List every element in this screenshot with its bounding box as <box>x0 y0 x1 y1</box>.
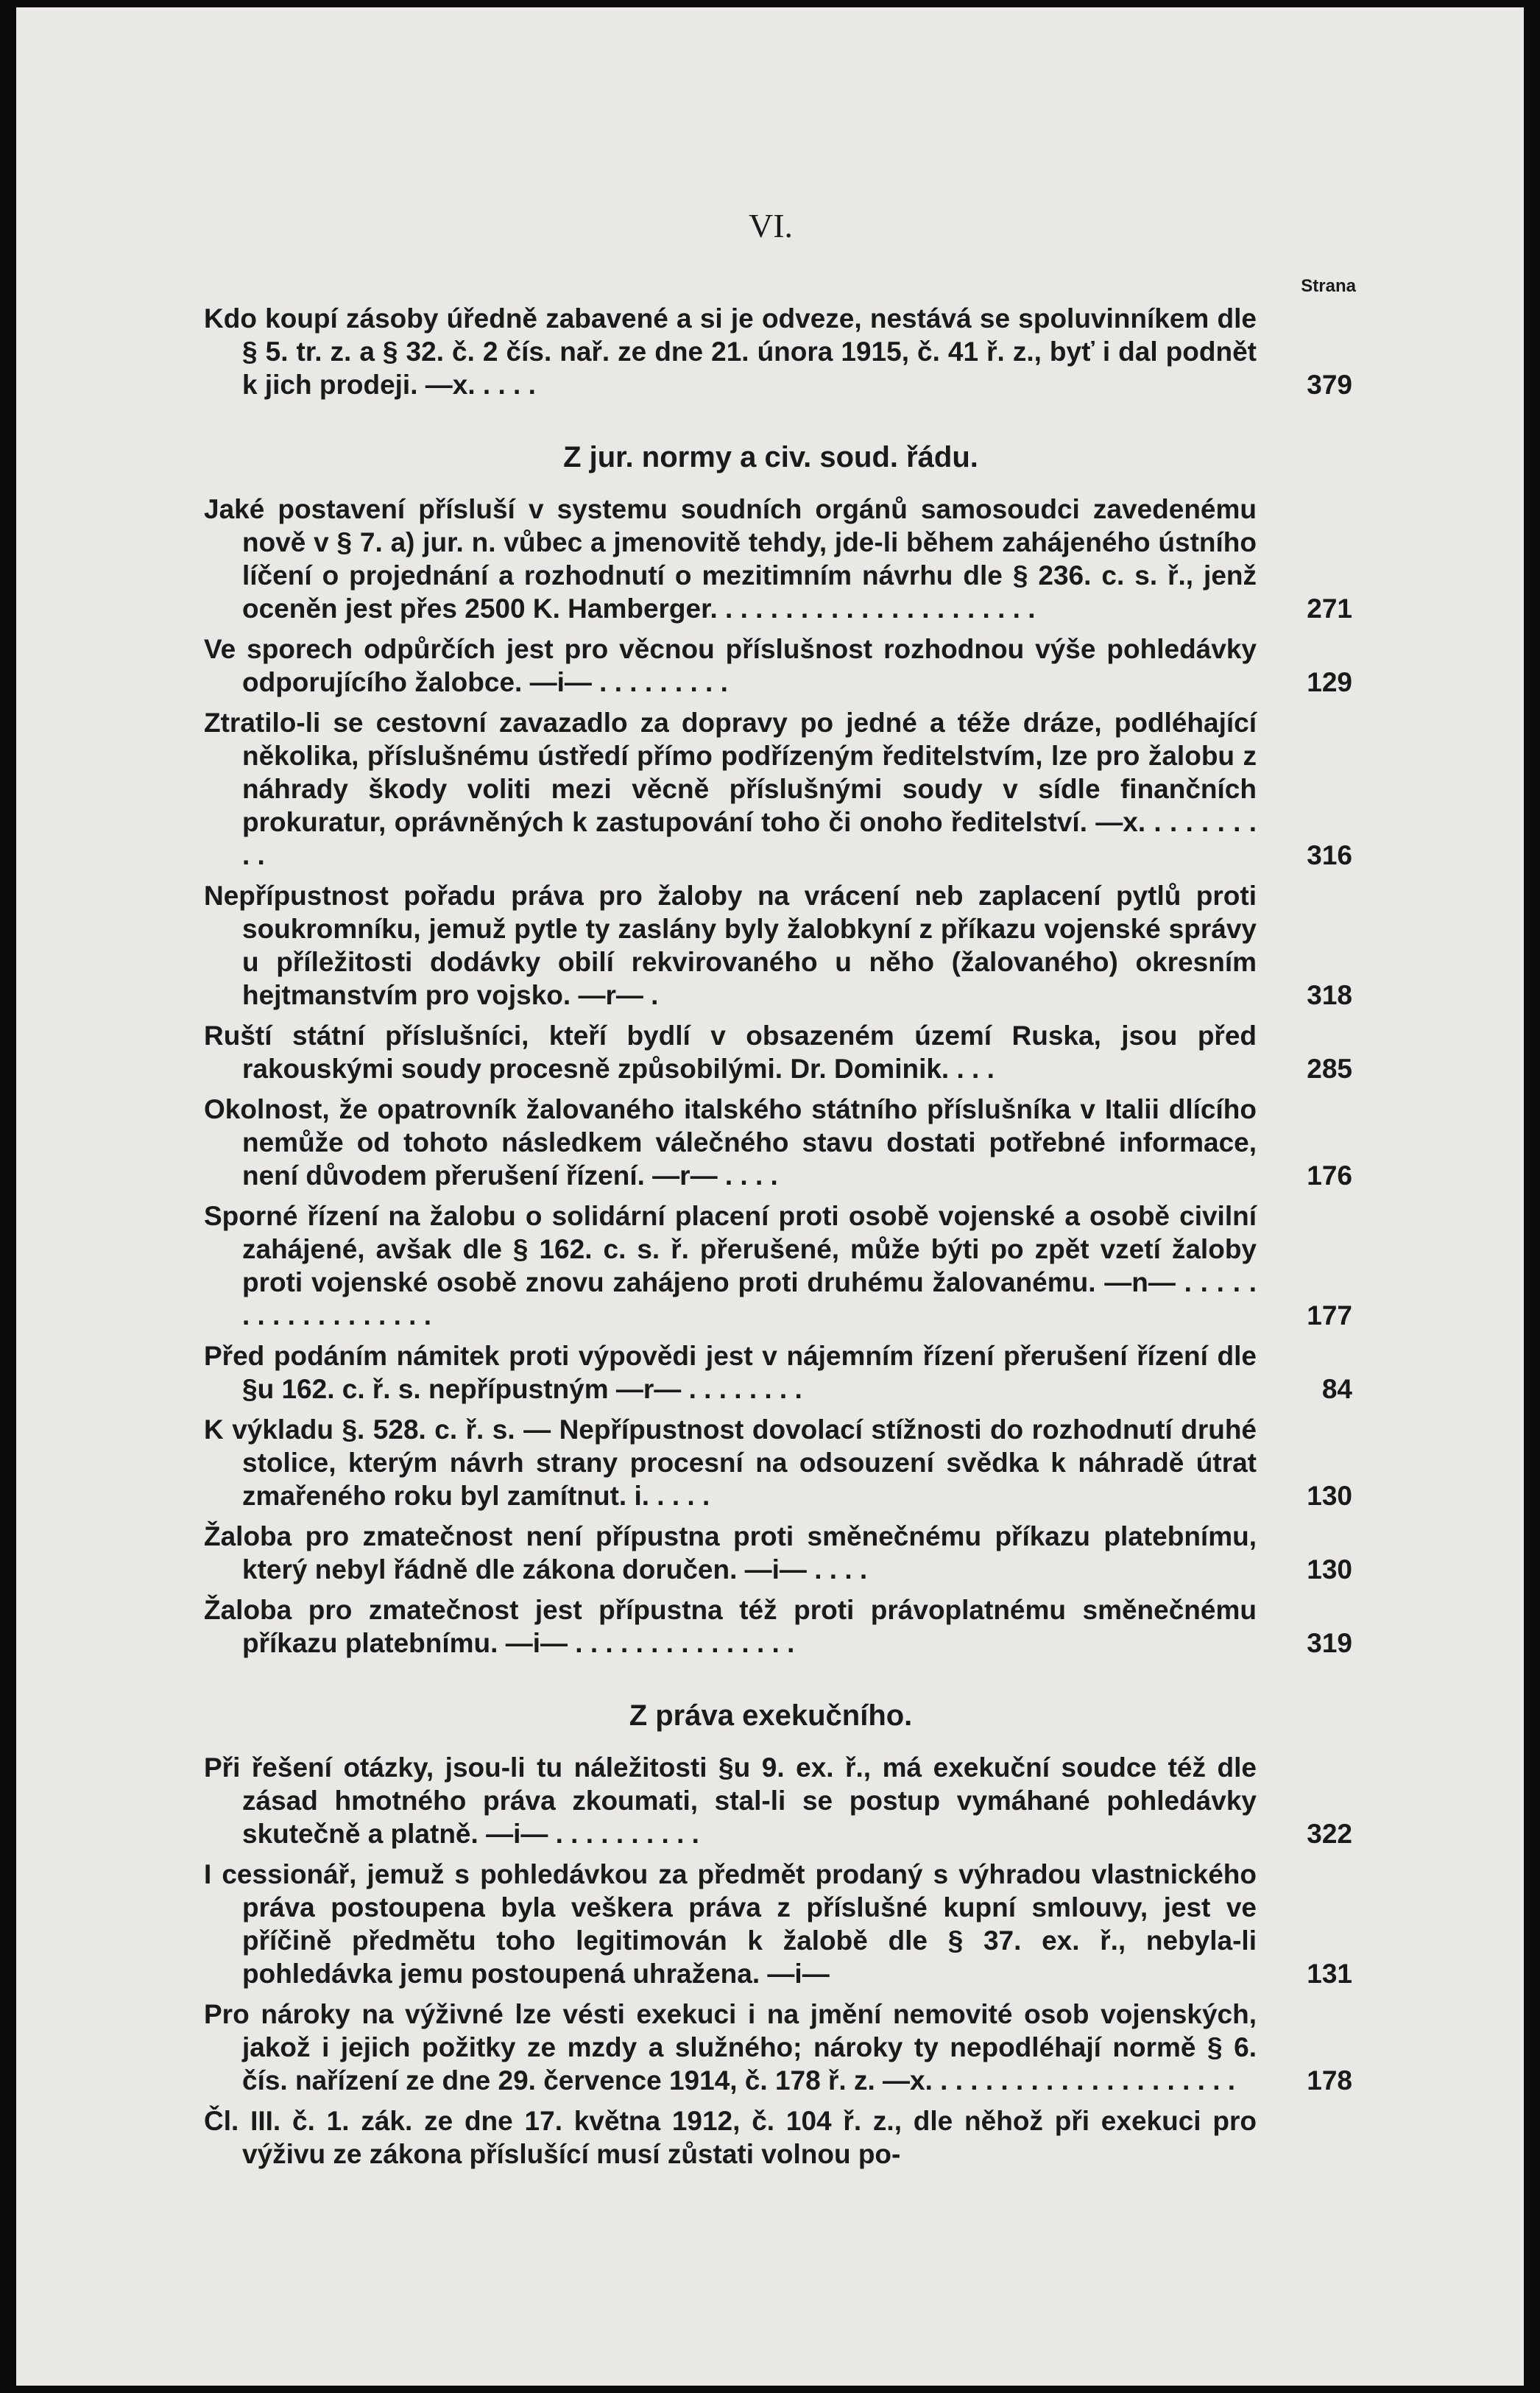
index-entry <box>204 2104 1338 2171</box>
entry-page: 84 <box>1321 1374 1352 1404</box>
entry-page: 271 <box>1307 593 1352 624</box>
entry-text: Ve sporech odpůrčích jest pro věcnou příslušnost rozhodnou výše pohledávky odporujícího žalobce. —i— . . . . . . . . . <box>204 634 1257 697</box>
index-entry <box>204 1413 1352 1512</box>
book-page <box>16 7 1524 2386</box>
entry-text: Žaloba pro zmatečnost není přípustna proti směnečnému příkazu platebnímu, který nebyl řádně dle zákona doručen. —i— . . . . <box>204 1521 1257 1585</box>
index-entry <box>204 1593 1352 1660</box>
entry-text: Ztratilo-li se cestovní zavazadlo za dopravy po jedné a téže dráze, podléhající několika, příslušnému ústředí přímo podřízeným ředitelstvím, lze pro žalobu z náhrady škody voliti mezi věcně příslušnými soudy v sídle finančních prokuratur, oprávněných k zastupování toho či onoho ředitelství. —x. . . . . . . . . . <box>204 708 1257 870</box>
section-heading: Z práva exekučního. <box>629 1699 913 1732</box>
index-entry <box>204 1998 1352 2097</box>
entry-text: Jaké postavení přísluší v systemu soudních orgánů samosoudci zavedenému nově v § 7. a) jur. n. vůbec a jmenovitě tehdy, jde-li během zahájeného ústního líčení o projednání a rozhodnutí o mezitimním návrhu dle § 236. c. s. ř., jenž oceněn jest přes 2500 K. Hamberger. . . . . . . . . . . . . . . . . . . . . . <box>204 494 1257 624</box>
entry-text: Žaloba pro zmatečnost jest přípustna též proti právoplatnému směnečnému příkazu platebnímu. —i— . . . . . . . . . . . . . . . <box>204 1595 1257 1658</box>
entry-page: 316 <box>1307 840 1352 870</box>
index-entry <box>204 1093 1352 1192</box>
index-entry <box>204 302 1352 401</box>
index-entry <box>204 879 1352 1012</box>
index-entry <box>204 493 1352 625</box>
entry-text: Kdo koupí zásoby úředně zabavené a si je odveze, nestává se spoluvinníkem dle § 5. tr. z. a § 32. č. 2 čís. nař. ze dne 21. února 1915, č. 41 ř. z., byť i dal podnět k jich prodeji. —x. . . . . <box>204 303 1257 400</box>
entry-text: Pro nároky na výživné lze vésti exekuci i na jmění nemovité osob vojenských, jakož i jejich požitky ze mzdy a služného; nároky ty nepodléhají normě § 6. čís. nařízení ze dne 29. července 1914, č. 178 ř. z. —x. . . . . . . . . . . . . . . . . . . . . <box>204 1999 1257 2096</box>
page-column-label: Strana <box>1301 276 1356 296</box>
index-entry <box>204 632 1352 699</box>
entry-text: Nepřípustnost pořadu práva pro žaloby na vrácení neb zaplacení pytlů proti soukromníku, jemuž pytle ty zaslány byly žalobkyní z příkazu vojenské správy u příležitosti dodávky obilí rekvirovaného u něho (žalovaného) okresním hejtmanstvím pro vojsko. —r— . <box>204 881 1257 1010</box>
entry-text: Ruští státní příslušníci, kteří bydlí v obsazeném území Ruska, jsou před rakouskými soudy procesně způsobilými. Dr. Dominik. . . . <box>204 1021 1257 1084</box>
entry-text: Před podáním námitek proti výpovědi jest v nájemním řízení přerušení řízení dle §u 162. c. ř. s. nepřípustným —r— . . . . . . . . <box>204 1341 1257 1404</box>
entry-page: 322 <box>1307 1819 1352 1849</box>
index-entry <box>204 1751 1352 1850</box>
section-heading: Z jur. normy a civ. soud. řádu. <box>563 441 978 473</box>
entry-page: 176 <box>1307 1160 1352 1191</box>
index-entry <box>204 1520 1352 1586</box>
index-entry <box>204 1019 1352 1085</box>
page-number: VI. <box>748 207 794 244</box>
index-entry <box>204 706 1352 872</box>
entry-page: 177 <box>1307 1300 1352 1331</box>
entry-page: 285 <box>1307 1054 1352 1084</box>
entry-page: 130 <box>1307 1481 1352 1511</box>
entry-page: 130 <box>1307 1554 1352 1585</box>
entry-page: 131 <box>1307 1959 1352 1989</box>
index-entry <box>204 1858 1352 1990</box>
index-list <box>204 302 1352 2178</box>
entry-text: K výkladu §. 528. c. ř. s. — Nepřípustnost dovolací stížnosti do rozhodnutí druhé stolice, kterým návrh strany procesní na odsouzení svědka k náhradě útrat zmařeného roku byl zamítnut. i. . . . . <box>204 1414 1257 1511</box>
entry-page: 178 <box>1307 2065 1352 2096</box>
entry-page: 129 <box>1307 667 1352 697</box>
entry-text: Sporné řízení na žalobu o solidární placení proti osobě vojenské a osobě civilní zahájené, avšak dle § 162. c. s. ř. přerušené, může býti po zpět vzetí žaloby proti vojenské osobě znovu zahájeno proti druhému žalovanému. —n— . . . . . . . . . . . . . . . . . . <box>204 1201 1257 1331</box>
entry-page: 318 <box>1307 980 1352 1010</box>
entry-page: 319 <box>1307 1628 1352 1658</box>
entry-text: Při řešení otázky, jsou-li tu náležitosti §u 9. ex. ř., má exekuční soudce též dle zásad hmotného práva zkoumati, stal-li se postup vymáhané pohledávky skutečně a platně. —i— . . . . . . . . . . <box>204 1752 1257 1849</box>
entry-text: Čl. III. č. 1. zák. ze dne 17. května 1912, č. 104 ř. z., dle něhož při exekuci pro výživu ze zákona příslušící musí zůstati volnou po- <box>204 2106 1257 2169</box>
entry-text: Okolnost, že opatrovník žalovaného italského státního příslušníka v Italii dlícího nemůže od tohoto následkem válečného stavu dostati potřebné informace, není důvodem přerušení řízení. —r— . . . . <box>204 1094 1257 1191</box>
index-entry <box>204 1339 1352 1406</box>
entry-page: 379 <box>1307 370 1352 400</box>
index-entry <box>204 1199 1352 1332</box>
entry-text: I cessionář, jemuž s pohledávkou za předmět prodaný s výhradou vlastnického práva postoupena byla veškera práva z příslušné kupní smlouvy, jest ve příčině předmětu toho legitimován k žalobě dle § 37. ex. ř., nebyla-li pohledávka jemu postoupená uhražena. —i— <box>204 1859 1257 1989</box>
